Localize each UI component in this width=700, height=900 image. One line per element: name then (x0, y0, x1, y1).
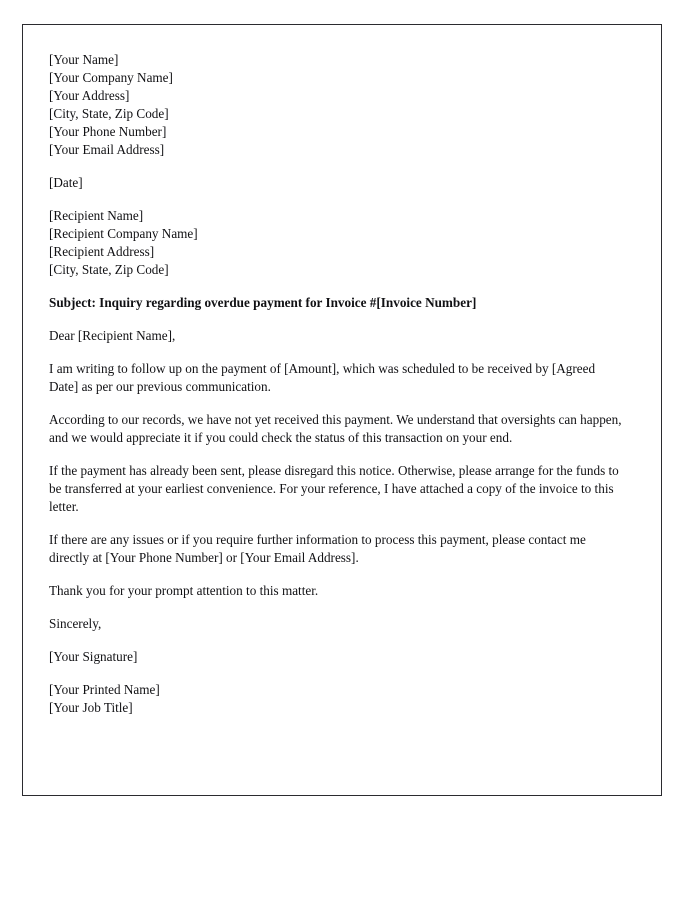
sender-name: [Your Name] (49, 52, 119, 67)
subject-line: Subject: Inquiry regarding overdue payment for Invoice #[Invoice Number] (49, 295, 477, 310)
body-paragraph-2: According to our records, we have not yet received this payment. We understand that oversights can happen, and we would appreciate it if you could check the status of this transaction on your end. (49, 412, 622, 445)
salutation-line: Dear [Recipient Name], (49, 328, 176, 343)
recipient-street-address: [Recipient Address] (49, 244, 155, 259)
recipient-city-state-zip: [City, State, Zip Code] (49, 262, 169, 277)
body-paragraph-4: If there are any issues or if you require further information to process this payment, please contact me directly at [Your Phone Number] or [Your Email Address]. (49, 532, 586, 565)
body-paragraph-5: Thank you for your prompt attention to this matter. (49, 583, 319, 598)
closing-line: Sincerely, (49, 616, 102, 631)
letter-frame (22, 24, 662, 796)
date-block (49, 174, 627, 192)
signature-placeholder: [Your Signature] (49, 649, 138, 664)
sender-city-state-zip: [City, State, Zip Code] (49, 106, 169, 121)
job-title: [Your Job Title] (49, 700, 133, 715)
body-paragraph-1: I am writing to follow up on the payment of [Amount], which was scheduled to be received by [Agreed Date] as per our previous communication. (49, 361, 596, 394)
sender-phone: [Your Phone Number] (49, 124, 167, 139)
printed-name: [Your Printed Name] (49, 682, 160, 697)
recipient-address-block (49, 207, 627, 279)
date-line: [Date] (49, 175, 83, 190)
sender-address-block (49, 51, 627, 159)
sender-street-address: [Your Address] (49, 88, 130, 103)
sender-email: [Your Email Address] (49, 142, 165, 157)
body-paragraph-3: If the payment has already been sent, please disregard this notice. Otherwise, please arrange for the funds to be transferred at your earliest convenience. For your reference, I have attached a copy of the invoice to this letter. (49, 463, 619, 514)
letter-body (49, 51, 627, 717)
sender-company: [Your Company Name] (49, 70, 173, 85)
recipient-company: [Recipient Company Name] (49, 226, 198, 241)
recipient-name: [Recipient Name] (49, 208, 144, 223)
signature-block (49, 681, 627, 717)
